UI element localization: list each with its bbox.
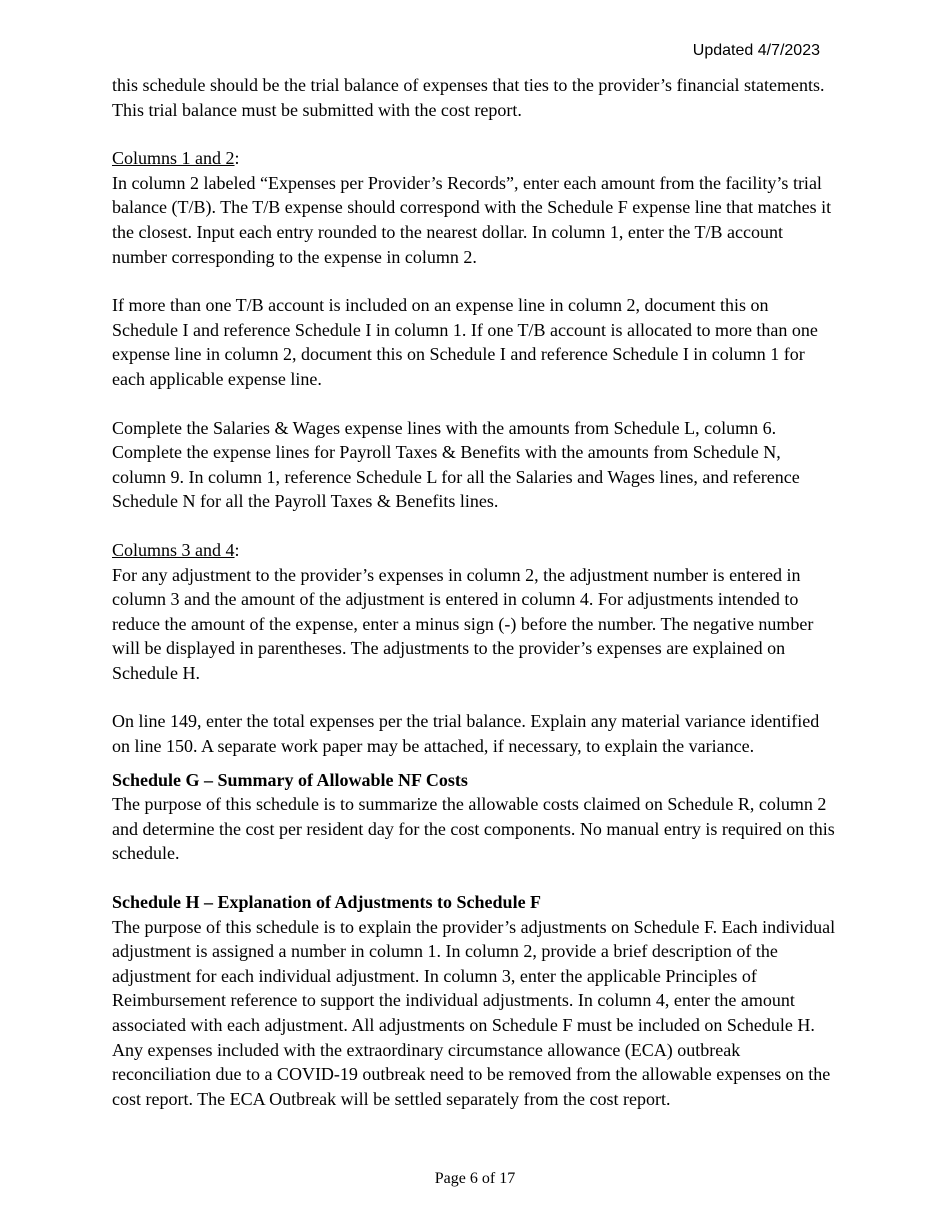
schedule-g-heading: Schedule G – Summary of Allowable NF Costs: [112, 769, 468, 790]
schedule-h-heading: Schedule H – Explanation of Adjustments to Schedule F: [112, 892, 542, 913]
schedule-g-section: [112, 768, 837, 866]
page-number: Page 6 of 17: [434, 1170, 516, 1187]
columns-3-4-body: For any adjustment to the provider’s expenses in column 2, the adjustment number is entered in column 3 and the amount of the adjustment is entered in column 4. For adjustments intended to reduce the amount of the expense, enter a minus sign (-) before the number. The negative number will be displayed in parentheses. The adjustments to the provider’s expenses are explained on Schedule H.: [112, 564, 814, 683]
schedule-h-body: The purpose of this schedule is to explain the provider’s adjustments on Schedule F. Each individual adjustment is assigned a number in column 1. In column 2, provide a brief description of the adjustment for each individual adjustment. In column 3, enter the applicable Principles of Reimbursement reference to support the individual adjustments. In column 4, enter the amount associated with each adjustment. All adjustments on Schedule F must be included on Schedule H. Any expenses included with the extraordinary circumstance allowance (ECA) outbreak reconciliation due to a COVID-19 outbreak need to be removed from the allowable expenses on the cost report. The ECA Outbreak will be settled separately from the cost report.: [112, 916, 836, 1109]
columns-1-2-section: Columns 1 and 2: In column 2 labeled “Expenses per Provider’s Records”, enter each amount from the facility’s trial balance (T/B). The T/B expense should correspond with the Schedule F expense line that matches it the closest. Input each entry rounded to the nearest dollar. In column 1, enter the T/B account number corresponding to the expense in column 2.: [112, 148, 832, 267]
document-body: [112, 73, 837, 1111]
columns-3-4-section: Columns 3 and 4: For any adjustment to the provider’s expenses in column 2, the adjustment number is entered in column 3 and the amount of the adjustment is entered in column 4. For adjustments intended to reduce the amount of the expense, enter a minus sign (-) before the number. The negative number will be displayed in parentheses. The adjustments to the provider’s expenses are explained on Schedule H.: [112, 539, 814, 683]
schedule-h-section: [112, 890, 837, 1111]
line-149-paragraph: On line 149, enter the total expenses per the trial balance. Explain any material variance identified on line 150. A separate work paper may be attached, if necessary, to explain the variance.: [112, 711, 820, 757]
updated-date: Updated 4/7/2023: [692, 42, 820, 59]
columns-1-2-body: In column 2 labeled “Expenses per Provider’s Records”, enter each amount from the facility’s trial balance (T/B). The T/B expense should correspond with the Schedule F expense line that matches it the closest. Input each entry rounded to the nearest dollar. In column 1, enter the T/B account number corresponding to the expense in column 2.: [112, 172, 832, 267]
columns-1-2-heading: Columns 1 and 2: [112, 148, 235, 169]
columns-3-4-heading: Columns 3 and 4: [112, 539, 235, 560]
intro-paragraph: this schedule should be the trial balance of expenses that ties to the provider’s financial statements. This trial balance must be submitted with the cost report.: [112, 75, 825, 120]
salaries-wages-paragraph: Complete the Salaries & Wages expense lines with the amounts from Schedule L, column 6. Complete the expense lines for Payroll Taxes & Benefits with the amounts from Schedule N, column 9. In column 1, reference Schedule L for all the Salaries and Wages lines, and reference Schedule N for all the Payroll Taxes & Benefits lines.: [112, 417, 800, 512]
multiple-accounts-paragraph: If more than one T/B account is included on an expense line in column 2, document this on Schedule I and reference Schedule I in column 1. If one T/B account is allocated to more than one expense line in column 2, document this on Schedule I and reference Schedule I in column 1 for each applicable expense line.: [112, 295, 818, 389]
schedule-g-body: The purpose of this schedule is to summarize the allowable costs claimed on Schedule R, column 2 and determine the cost per resident day for the cost components. No manual entry is required on this schedule.: [112, 794, 835, 864]
